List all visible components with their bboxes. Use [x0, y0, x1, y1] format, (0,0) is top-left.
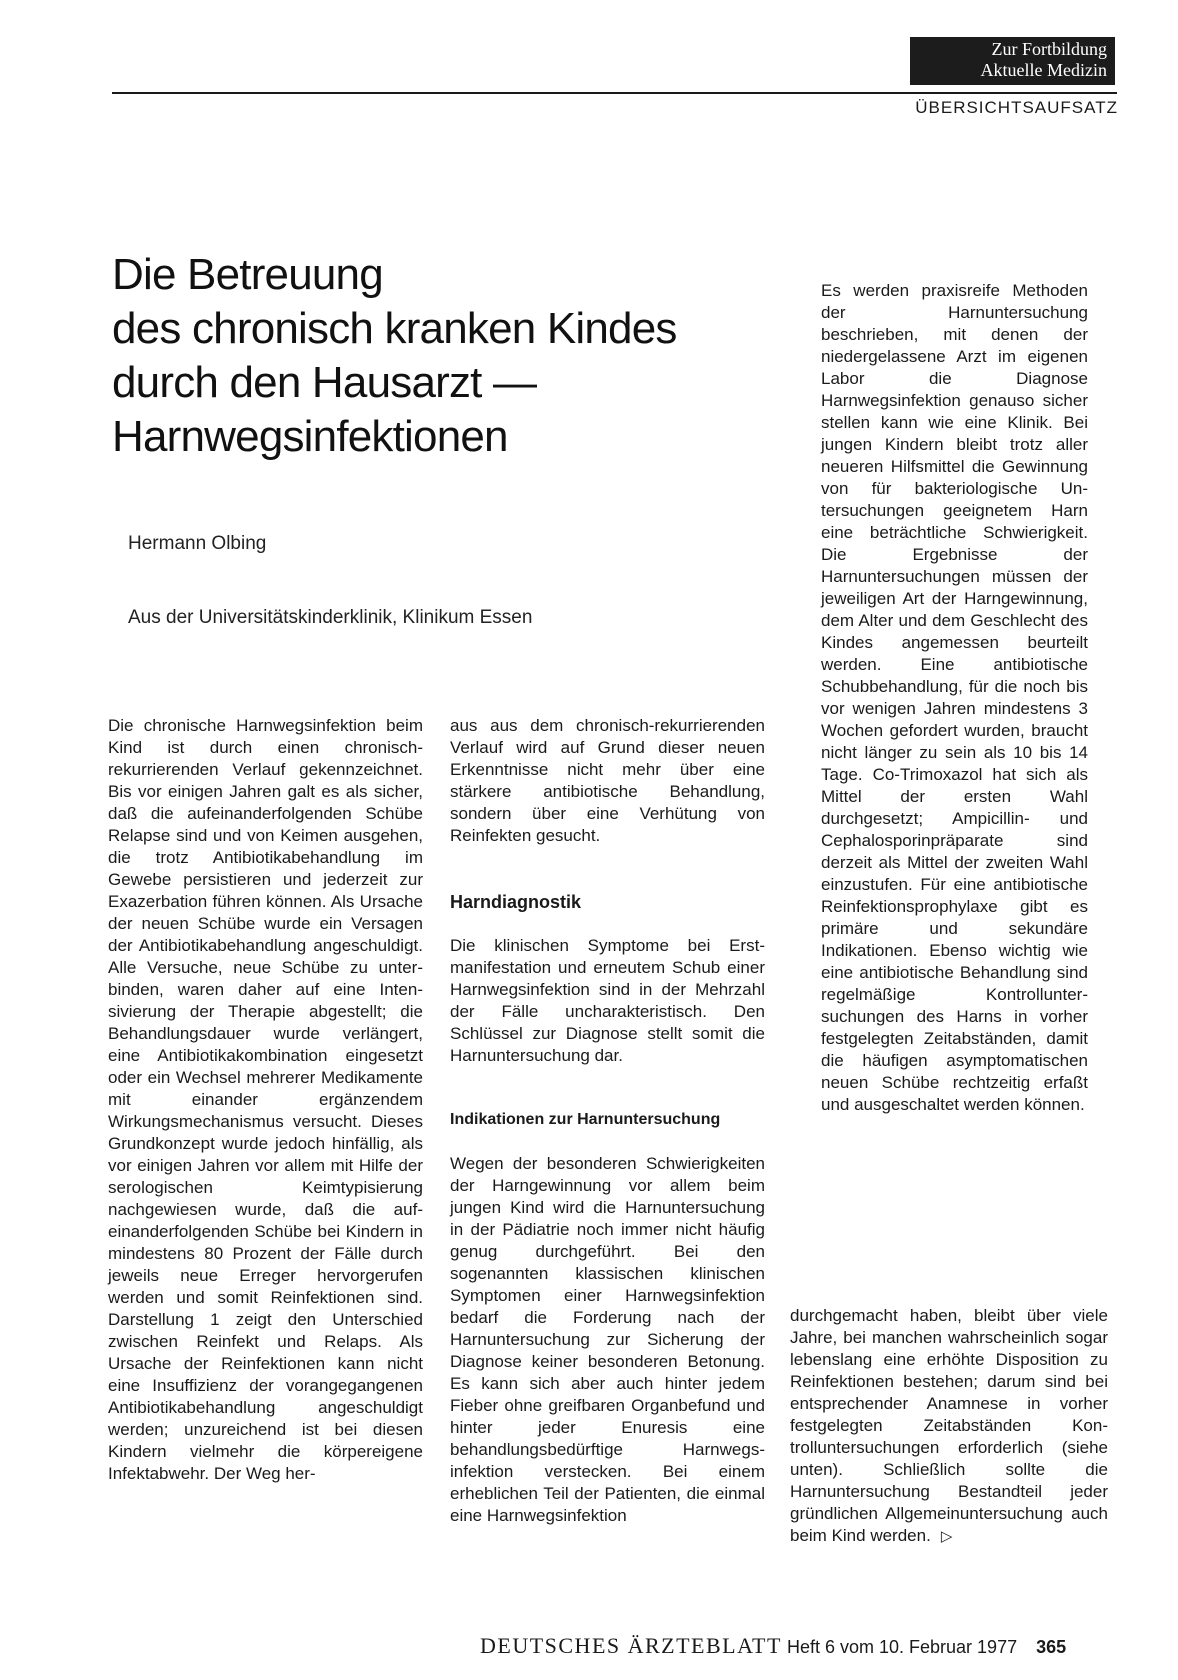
rubric-line-1: Zur Fortbildung [991, 39, 1107, 59]
body-column-4 [790, 1305, 1108, 1548]
body-paragraph: Wegen der besonderen Schwierigkeiten der Harngewinnung vor allem beim jungen Kind wird die Harnuntersuchung in der Pädiatrie noch immer nicht häufig genug durchgeführt. Bei den sogenannten klassischen klinischen Symptomen einer Harnwegsinfektion bedarf die Forderung nach der Harnuntersuchung zur Sicherung der Diagnose keiner besonderen Betonung. Es kann sich aber auch hinter jedem Fieber ohne greifbaren Organbefund und hinter jeder Enuresis eine behandlungsbedürftige Harnwegsinfektion verstecken. Bei einem erheblichen Teil der Patienten, die einmal eine Harnwegsinfektion [450, 1154, 765, 1525]
body-paragraph: Die chronische Harnwegsinfektion beim Kind ist durch einen chronisch-rekurrierenden Verlauf gekennzeichnet. Bis vor einigen Jahren galt es als sicher, daß die aufeinanderfolgenden Schübe Relapse sind und von Keimen ausgehen, die trotz Antibiotikabehandlung im Gewebe persistieren und jederzeit zur Exazerbation führen können. Als Ursache der neuen Schübe wurde ein Versagen der Antibiotikabehandlung angeschuldigt. Alle Versuche, neue Schübe zu unterbinden, waren daher auf eine Intensivierung der Therapie abgestellt; die Behandlungsdauer wurde verlängert, eine Antibiotikakombination eingesetzt oder ein Wechsel mehrerer Medikamente mit einander ergänzendem Wirkungsmechanismus versucht. Dieses Grundkonzept wurde jedoch hinfällig, als vor einigen Jahren vor allem mit Hilfe der serologischen Keimtypisierung nachgewiesen wurde, daß die aufeinanderfolgenden Schübe bei Kindern in mindestens 80 Prozent der Fälle durch jeweils neue Erreger hervorgerufen werden und somit Reinfektionen sind. Darstellung 1 zeigt den Unterschied zwischen Reinfekt und Relaps. Als Ursache der Reinfektionen kann nicht eine Insuffizienz der vorangegangenen Antibiotikabehandlung angeschuldigt werden; unzureichend ist bei diesen Kindern vielmehr die körpereigene Infektabwehr. Der Weg her- [108, 716, 423, 1483]
body-column-1 [108, 715, 423, 1485]
title-line-2: des chronisch kranken Kindes [112, 304, 677, 353]
header-rule [112, 92, 1117, 94]
affiliation: Aus der Universitätskinderklinik, Klinikum Essen [128, 607, 533, 628]
body-column-2 [450, 715, 765, 1527]
abstract-text: Es werden praxisreife Methoden der Harnuntersuchung beschrieben, mit denen der niedergelassene Arzt im eigenen Labor die Diagnose Harnwegsinfektion genauso sicher stellen kann wie eine Klinik. Bei jungen Kindern bleibt trotz aller neueren Hilfsmittel die Gewinnung von für bakteriologische Untersuchungen geeignetem Harn eine beträchtliche Schwierigkeit. Die Ergebnisse der Harnuntersuchungen müssen der jeweiligen Art der Harngewinnung, dem Alter und dem Geschlecht des Kindes angemessen beurteilt werden. Eine antibiotische Schubbehandlung, für die noch bis vor wenigen Jahren mindestens 3 Wochen gefordert wurden, braucht nicht länger zu sein als 10 bis 14 Tage. Co-Trimoxazol hat sich als Mittel der ersten Wahl durchgesetzt; Ampicillin- und Cephalosporinpräparate sind derzeit als Mittel der zweiten Wahl einzustufen. Für eine antibiotische Reinfektionsprophylaxe gibt es primäre und sekundäre Indikationen. Ebenso wichtig wie eine antibiotische Behandlung sind regelmäßige Kontrolluntersuchungen des Harns in vorher festgelegten Zeitabständen, damit die häufigen asymptomatischen neuen Schübe rechtzeitig erfaßt und ausgeschaltet werden können. [821, 281, 1088, 1114]
author-name: Hermann Olbing [128, 533, 267, 554]
abstract-column [821, 280, 1088, 1116]
title-line-1: Die Betreuung [112, 250, 383, 299]
subsection-heading-indikationen: Indikationen zur Harnuntersuchung [450, 1111, 721, 1128]
page-number: 365 [1036, 1637, 1067, 1657]
continue-arrow-icon: ▷ [940, 1528, 953, 1545]
body-paragraph [790, 1305, 1108, 1548]
rubric-line-2: Aktuelle Medizin [980, 60, 1107, 80]
title-line-4: Harnwegsinfektionen [112, 412, 508, 461]
article-title [112, 248, 752, 464]
page-footer [480, 1633, 1066, 1659]
body-paragraph: aus aus dem chronisch-rekurrierenden Verlauf wird auf Grund dieser neuen Erkenntnisse nicht mehr über eine stärkere antibiotische Behandlung, sondern über eine Verhütung von Reinfekten gesucht. [450, 716, 765, 845]
title-line-3: durch den Hausarzt — [112, 358, 537, 407]
body-paragraph-text: durchgemacht haben, bleibt über viele Jahre, bei manchen wahrscheinlich sogar lebenslang eine erhöhte Disposition zu Reinfektionen bestehen; darum sind bei entsprechender Anamnese in vorher festgelegten Zeitabständen Kontrolluntersuchungen erforderlich (siehe unten). Schließlich sollte die Harnuntersuchung Bestandteil jeder gründlichen Allgemeinuntersuchung auch beim Kind werden. [790, 1306, 1108, 1545]
section-label: ÜBERSICHTSAUFSATZ [915, 98, 1118, 117]
journal-name: DEUTSCHES ÄRZTEBLATT [480, 1633, 782, 1658]
rubric-badge [910, 37, 1115, 85]
body-paragraph: Die klinischen Symptome bei Erstmanifestation und erneutem Schub einer Harnwegsinfektion sind in der Mehrzahl der Fälle uncharakteristisch. Den Schlüssel zur Diagnose stellt somit die Harnuntersuchung dar. [450, 936, 765, 1065]
section-heading-harndiagnostik: Harndiagnostik [450, 892, 582, 912]
issue-info: Heft 6 vom 10. Februar 1977 [786, 1637, 1018, 1657]
